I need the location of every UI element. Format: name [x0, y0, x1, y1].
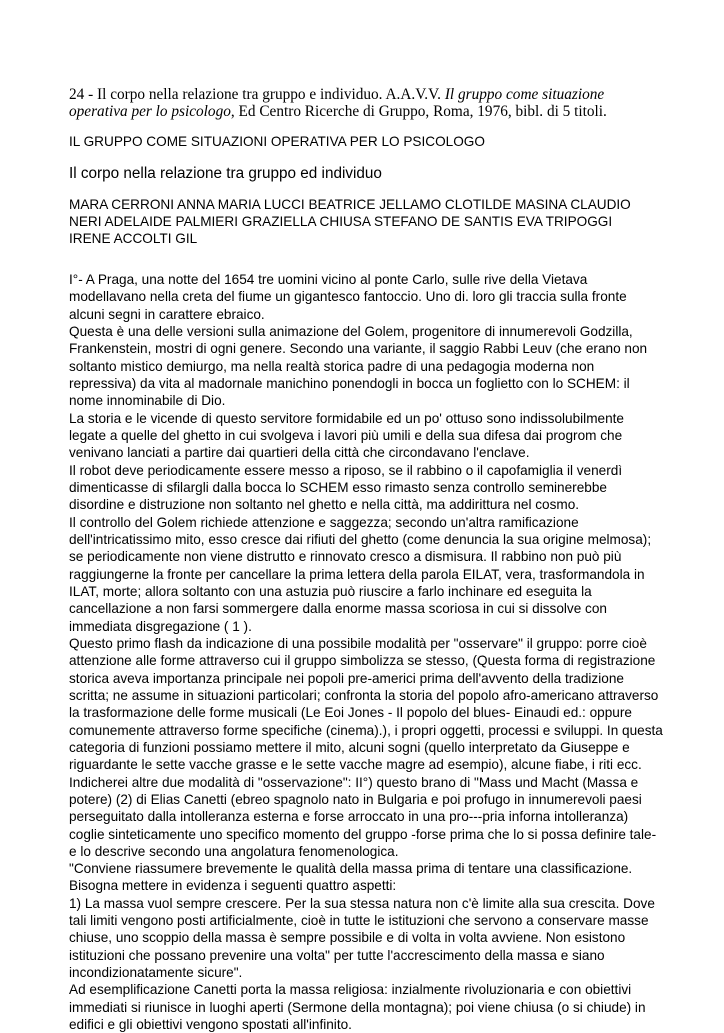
body-text-line: cancellazione a non farsi sommergere dalla enorme massa scoriosa in cui si dissolve con — [69, 601, 607, 617]
body-text-line: immediati si riunisce in luoghi aperti (Sermone della montagna); poi viene chiusa (o si chiude) in — [69, 999, 646, 1015]
body-text-line: comunemente attraverso forme specifiche (cinema).), i propri oggetti, processi e sviluppi. In questa — [69, 722, 663, 738]
body-text-line: categoria di funzioni possiamo mettere il mito, alcuni sogni (quello interpretato da Giuseppe e — [69, 739, 630, 755]
body-text-line: venivano lanciati a partire dai quartieri della città che circondavano l'enclave. — [69, 445, 530, 461]
body-text-line: scritta; ne assume in situazioni particolari; confronta la storia del popolo afro-americano attraverso — [69, 687, 659, 703]
body-text-line: attenzione alle forme attraverso cui il gruppo simbolizza se stesso, (Questa forma di registrazione — [69, 653, 656, 669]
body-text-line: dell'intricatissimo mito, esso cresce dai rifiuti del ghetto (come denuncia la sua origine melmosa); — [69, 531, 652, 547]
body-text-line: se periodicamente non viene distrutto e rinnovato cresco a dismisura. Il rabbino non può più — [69, 549, 622, 565]
document-subtitle: Il corpo nella relazione tra gruppo ed individuo — [69, 165, 382, 182]
body-text-line: nome innominabile di Dio. — [69, 393, 226, 409]
body-text-line: istituzioni che possano prevenire una volta" per tutte l'accrescimento della massa e siano — [69, 947, 605, 963]
bibliographic-reference-line-1 — [69, 86, 604, 104]
authors-line: MARA CERRONI ANNA MARIA LUCCI BEATRICE JELLAMO CLOTILDE MASINA CLAUDIO — [69, 197, 631, 212]
body-text-line: potere) (2) di Elias Canetti (ebreo spagnolo nato in Bulgaria e poi profugo in innumerevoli paesi — [69, 791, 642, 807]
body-text-line: legate a quelle del ghetto in cui svolgeva i lavori più umili e della sua difesa dai progrom che — [69, 427, 623, 443]
body-text-line: tali limiti vengono posti artificialmente, cioè in tutte le istituzioni che servono a conservare masse — [69, 913, 649, 929]
body-text-line: raggiungerne la fronte per cancellare la prima lettera della parola EILAT, vera, trasformandola in — [69, 566, 645, 582]
reference-book-title-cont: operativa per lo psicologo — [69, 103, 231, 120]
reference-book-title: Il gruppo come situazione — [444, 86, 605, 103]
authors-line: NERI ADELAIDE PALMIERI GRAZIELLA CHIUSA STEFANO DE SANTIS EVA TRIPOGGI — [69, 214, 613, 229]
reference-publisher: , Ed Centro Ricerche di Gruppo, Roma, 1976, bibl. di 5 titoli. — [230, 103, 607, 120]
body-text-line: I°- A Praga, una notte del 1654 tre uomini vicino al ponte Carlo, sulle rive della Vietava — [69, 272, 588, 287]
body-text-line: chiuse, uno scoppio della massa è sempre possibile e di volta in volta avviene. Non esistono — [69, 930, 626, 946]
body-text-line: Ad esemplificazione Canetti porta la massa religiosa: inzialmente rivoluzionaria e con obiettivi — [69, 982, 632, 998]
body-text-line: riguardante le sette vacche grasse e le sette vacche magre ad esempio), alcune fiabe, i riti ecc. — [69, 757, 642, 773]
body-text-line: edifici e gli obiettivi vengono spostati all'infinito. — [69, 1017, 352, 1033]
body-text-line: alcuni segni in carattere ebraico. — [69, 306, 265, 322]
body-text-line: la trasformazione delle forme musicali (Le Eoi Jones - Il popolo del blues- Einaudi ed.: oppure — [69, 705, 632, 721]
body-text-line: dimenticasse di sfilargli dalla bocca lo SCHEM esso rimasto senza controllo seminerebbe — [69, 479, 607, 495]
body-text-line: disordine e distruzione non soltanto nel ghetto e nella città, ma addirittura nel cosmo. — [69, 497, 580, 513]
body-text-line: La storia e le vicende di questo servitore formidabile ed un po' ottuso sono indissolubilmente — [69, 410, 624, 426]
body-text-line: Il robot deve periodicamente essere messo a riposo, se il rabbino o il capofamiglia il venerdì — [69, 462, 623, 478]
body-text-line: coglie sinteticamente uno specifico momento del gruppo -forse prima che lo si possa definire tale- — [69, 826, 657, 842]
document-title: IL GRUPPO COME SITUAZIONI OPERATIVA PER LO PSICOLOGO — [69, 134, 485, 149]
body-text-line: incondizionatamente sicure". — [69, 965, 243, 981]
body-text-line: Questa è una delle versioni sulla animazione del Golem, progenitore di innumerevoli Godzilla, — [69, 323, 633, 339]
body-text-line: "Conviene riassumere brevemente le qualità della massa prima di tentare una classificazione. — [69, 861, 633, 877]
body-text-line: modellavano nella creta del fiume un gigantesco fantoccio. Uno di. loro gli traccia sulla fronte — [69, 289, 627, 305]
body-text-line: Indicherei altre due modalità di "osservazione": II°) questo brano di "Mass und Macht (Massa e — [69, 774, 639, 790]
authors-line: IRENE ACCOLTI GIL — [69, 231, 198, 246]
body-text-line: Questo primo flash da indicazione di una possibile modalità per "osservare" il gruppo: porre cioè — [69, 635, 647, 651]
authors-list — [69, 196, 631, 247]
body-text-line: storica aveva importanza principale nei popoli pre-americi prima dell'avvento della tradizione — [69, 670, 624, 686]
body-text-line: ILAT, morte; allora soltanto con una astuzia può riuscire a farlo inchinare ed eseguita la — [69, 583, 592, 599]
bibliographic-reference-line-2 — [69, 103, 607, 121]
body-text-line: repressiva) da vita al madornale manichino ponendogli in bocca un foglietto con lo SCHEM: il — [69, 375, 630, 391]
body-text-line: e lo descrive secondo una angolatura fenomenologica. — [69, 843, 399, 859]
body-text-line: Il controllo del Golem richiede attenzione e saggezza; secondo un'altra ramificazione — [69, 514, 579, 530]
body-text-line: Bisogna mettere in evidenza i seguenti quattro aspetti: — [69, 878, 397, 894]
body-text — [69, 271, 663, 1033]
body-text-line: immediata disgregazione ( 1 ). — [69, 618, 252, 634]
body-text-line: perseguitato dalla intolleranza esterna e forse arroccato in una pro---pria inforna intolleranza) — [69, 809, 629, 825]
reference-text: 24 - Il corpo nella relazione tra gruppo e individuo. A.A.V.V. — [69, 86, 445, 103]
body-text-line: 1) La massa vuol sempre crescere. Per la sua stessa natura non c'è limite alla sua crescita. Dove — [69, 895, 655, 911]
body-text-line: soltanto mistico demiurgo, ma nella realtà storica padre di una pedagogia moderna non — [69, 358, 595, 374]
body-text-line: Frankenstein, mostri di ogni genere. Secondo una variante, il saggio Rabbi Leuv (che erano non — [69, 341, 648, 357]
